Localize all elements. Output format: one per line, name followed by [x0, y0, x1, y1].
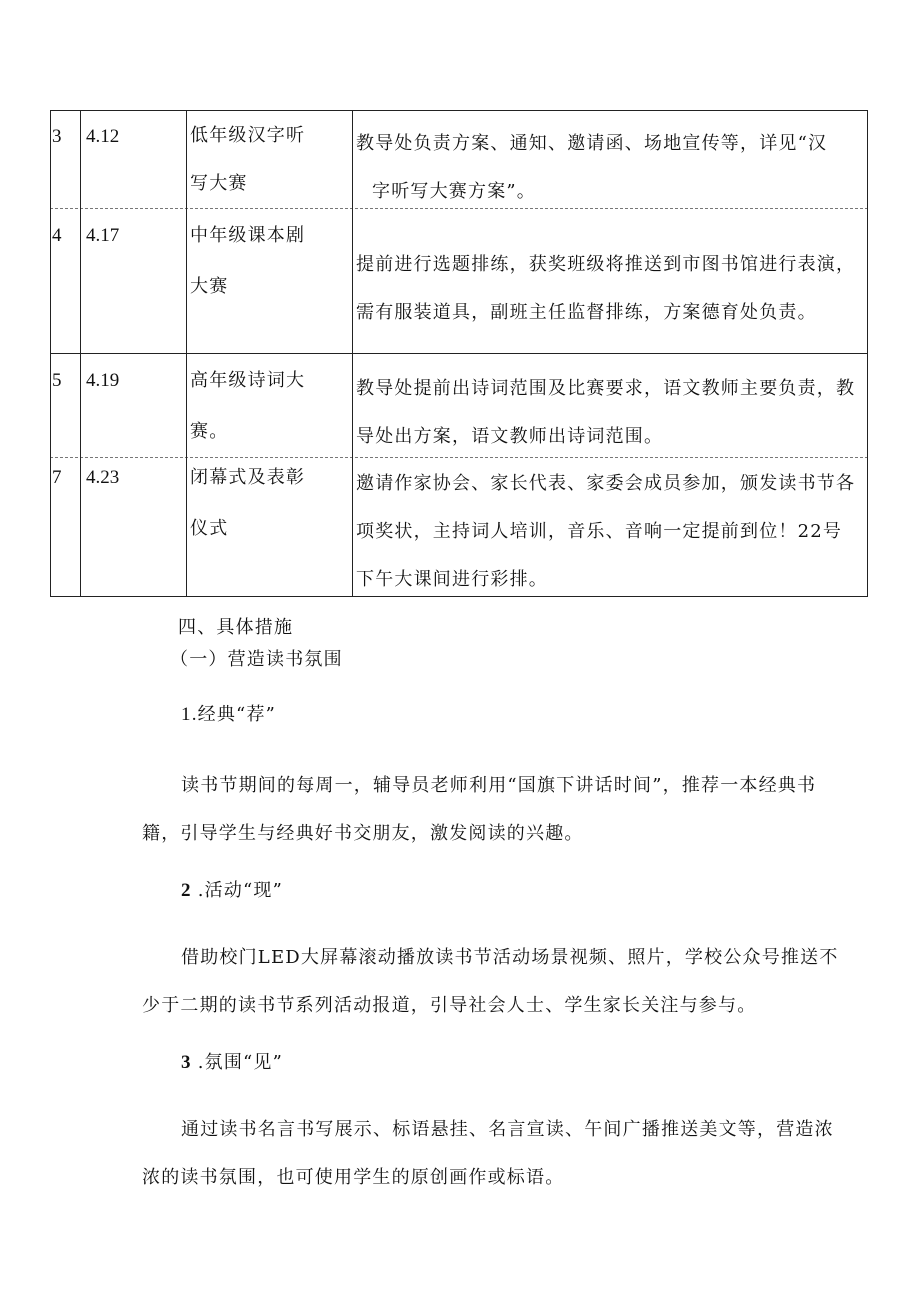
table-row-divider: [50, 208, 868, 209]
table-col-divider: [352, 110, 353, 596]
row-date: 4.12: [86, 126, 120, 147]
row-event-line: 赛。: [190, 421, 229, 442]
row-desc-line: 字听写大赛方案”。: [372, 181, 537, 202]
row-desc-line: 需有服装道具，副班主任监督排练，方案德育处负责。: [356, 302, 817, 323]
row-desc-line: 教导处负责方案、通知、邀请函、场地宣传等，详见“汉: [356, 133, 828, 154]
paragraph-line: 通过读书名言书写展示、标语悬挂、名言宣读、午间广播推送美文等，营造浓: [181, 1119, 834, 1140]
row-desc-line: 邀请作家协会、家长代表、家委会成员参加，颁发读书节各: [356, 473, 856, 494]
row-number: 7: [52, 467, 62, 488]
table-col-divider: [80, 110, 81, 596]
row-event-line: 大赛: [190, 276, 229, 297]
measure-number: 3: [181, 1052, 192, 1073]
measure-number: 2: [181, 880, 192, 901]
paragraph-line: 少于二期的读书节系列活动报道，引导社会人士、学生家长关注与参与。: [142, 995, 757, 1016]
row-date: 4.19: [86, 370, 120, 391]
row-number: 3: [52, 126, 62, 147]
measure-title: [181, 1053, 283, 1072]
table-row-divider: [50, 457, 868, 458]
table-top-border: [50, 110, 868, 111]
row-event-line: 高年级诗词大: [190, 370, 306, 391]
section-heading: 四、具体措施: [178, 617, 294, 638]
measure-title-text: 经典“荐”: [197, 704, 277, 725]
row-event-line: 仪式: [190, 518, 229, 539]
paragraph-line: 借助校门LED大屏幕滚动播放读书节活动场景视频、照片，学校公众号推送不: [181, 947, 839, 968]
row-number: 4: [52, 225, 62, 246]
row-event-line: 写大赛: [190, 173, 248, 194]
row-desc-line: 教导处提前出诗词范围及比赛要求，语文教师主要负责，教: [356, 378, 856, 399]
table-col-divider: [186, 110, 187, 596]
paragraph-line: 浓的读书氛围，也可使用学生的原创画作或标语。: [142, 1167, 565, 1188]
row-desc-line: 项奖状，主持词人培训，音乐、音响一定提前到位！22号: [356, 521, 843, 542]
paragraph-line: 读书节期间的每周一，辅导员老师利用“国旗下讲话时间”，推荐一本经典书: [181, 775, 817, 796]
table-row-divider: [50, 353, 868, 354]
section-subheading: （一）营造读书氛围: [170, 649, 343, 670]
table-bottom-border: [50, 596, 868, 597]
row-date: 4.23: [86, 467, 120, 488]
measure-title-text: .活动“现”: [197, 880, 284, 901]
table-left-border: [50, 110, 51, 596]
row-desc-line: 导处出方案，语文教师出诗词范围。: [356, 426, 664, 447]
measure-title: [181, 705, 276, 724]
row-event-line: 低年级汉字听: [190, 125, 306, 146]
row-date: 4.17: [86, 225, 120, 246]
row-desc-line: 提前进行选题排练，获奖班级将推送到市图书馆进行表演，: [356, 254, 856, 275]
paragraph-line: 籍，引导学生与经典好书交朋友，激发阅读的兴趣。: [142, 823, 584, 844]
measure-title-text: .氛围“见”: [197, 1052, 284, 1073]
table-right-border: [867, 110, 868, 596]
row-desc-line: 下午大课间进行彩排。: [356, 569, 548, 590]
row-number: 5: [52, 370, 62, 391]
row-event-line: 闭幕式及表彰: [190, 467, 306, 488]
measure-title: [181, 881, 283, 900]
row-event-line: 中年级课本剧: [190, 225, 306, 246]
measure-number: 1.: [181, 704, 198, 725]
